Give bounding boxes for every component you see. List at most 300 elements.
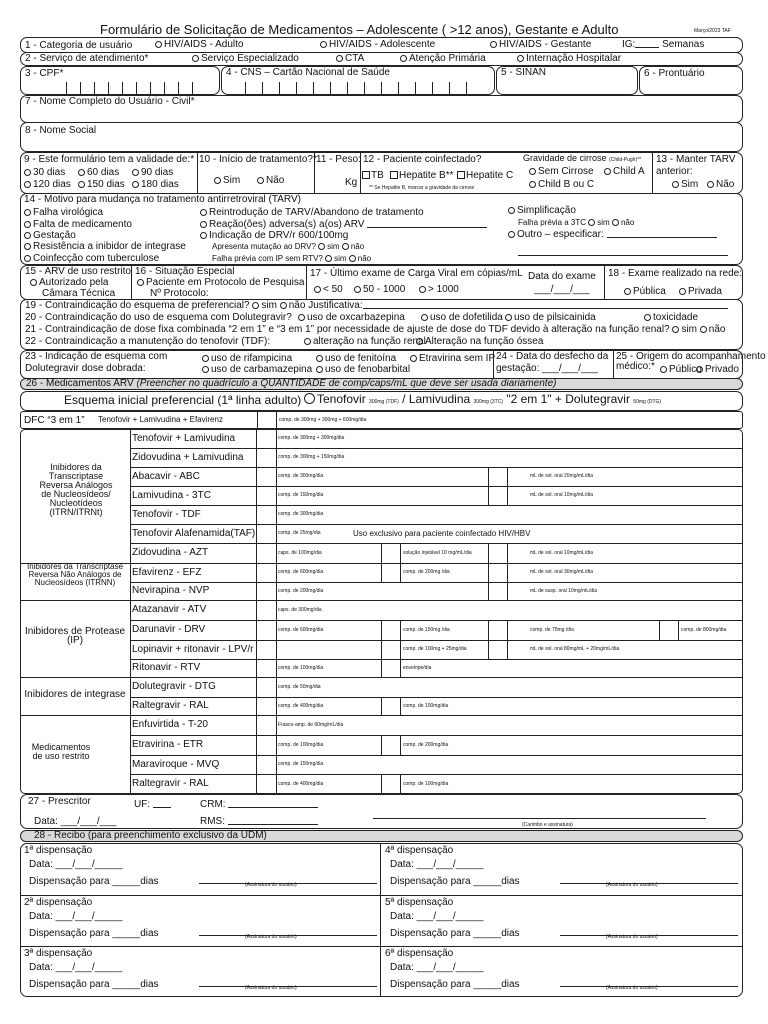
- quantity-input[interactable]: [488, 486, 507, 505]
- servico-atencao-primaria[interactable]: Atenção Primária: [400, 53, 486, 64]
- dispensacao-title: 5ª dispensação: [385, 897, 454, 908]
- dispensacao-dias[interactable]: Dispensação para _____dias: [390, 928, 520, 939]
- c22-renal[interactable]: alteração na função renal: [304, 336, 426, 347]
- dispensacao-data[interactable]: Data: ___/___/_____: [390, 962, 484, 973]
- dose-divider: [507, 563, 508, 582]
- origem-label: 25 - Origem do acompanhamento: [616, 351, 766, 362]
- form-title: Formulário de Solicitação de Medicamentos – Adolescente ( >12 anos), Gestante e Adulto: [100, 22, 619, 37]
- servico-label: 2 - Serviço de atendimento*: [25, 53, 149, 64]
- quantity-input[interactable]: [381, 543, 400, 563]
- motivo-label: 14 - Motivo para mudança no tratamento antirretroviral (TARV): [24, 194, 301, 205]
- radio-icon: [24, 169, 31, 176]
- motivo-coinfeccao-tb[interactable]: Coinfecção com tuberculose: [24, 253, 159, 264]
- categoria-adulto[interactable]: HIV/AIDS - Adulto: [155, 39, 243, 50]
- radio-icon[interactable]: [612, 219, 619, 226]
- quantity-input[interactable]: [488, 640, 507, 659]
- validade-150[interactable]: 150 dias: [78, 179, 125, 190]
- validade-label: 9 - Este formulário tem a validade de:*: [24, 154, 195, 165]
- radio-icon: [200, 221, 207, 228]
- c21-label: 21 - Contraindicação de dose fixa combinada “2 em 1” e “3 em 1” por necessidade de ajuste de dose do TDF devido à alteração na função renal? sim não: [25, 324, 726, 335]
- checkbox-icon: [457, 171, 465, 179]
- quantity-input[interactable]: [488, 582, 507, 600]
- motivo-outro[interactable]: Outro – especificar:: [508, 229, 717, 240]
- qty-divider: [276, 659, 277, 677]
- drug-name: Enfuvirtida - T-20: [132, 719, 208, 730]
- desfecho-gestacao[interactable]: gestação: ___/___/___: [496, 363, 598, 374]
- group-col-divider: [130, 429, 131, 794]
- drug-name: Lamivudina - 3TC: [132, 489, 211, 501]
- radio-icon: [78, 181, 85, 188]
- carga-maior-1000[interactable]: > 1000: [419, 284, 459, 295]
- quantity-input[interactable]: [257, 715, 276, 735]
- quantity-input[interactable]: [381, 620, 400, 640]
- recibo-label: 28 - Recibo (para preenchimento exclusivo da UDM): [34, 830, 267, 841]
- quantity-input[interactable]: [488, 543, 507, 563]
- dispensacao-dias[interactable]: Dispensação para _____dias: [29, 876, 159, 887]
- dispensacao-dias[interactable]: Dispensação para _____dias: [29, 928, 159, 939]
- radio-icon: [137, 279, 144, 286]
- quantity-input[interactable]: [381, 659, 400, 677]
- radio-icon: [132, 181, 139, 188]
- quantity-input[interactable]: [257, 563, 276, 582]
- dispensacao-dias[interactable]: Dispensação para _____dias: [29, 979, 159, 990]
- dispensacao-title: 4ª dispensação: [385, 845, 454, 856]
- quantity-input[interactable]: [381, 774, 400, 794]
- qty-divider: [276, 640, 277, 659]
- validade-90[interactable]: 90 dias: [132, 167, 173, 178]
- radio-icon: [707, 181, 714, 188]
- motivo-indicacao-drv[interactable]: Indicação de DRV/r 600/100mg: [200, 230, 348, 241]
- radio-icon: [410, 355, 417, 362]
- c20-dofetilida[interactable]: uso de dofetilida: [421, 312, 503, 323]
- dose-note: Uso exclusivo para paciente coinfectado HIV/HBV: [353, 528, 531, 538]
- protocolo-pesquisa[interactable]: Paciente em Protocolo de Pesquisa: [137, 277, 304, 288]
- drug-name: Atazanavir - ATV: [132, 604, 207, 615]
- prescritor-box: [20, 794, 743, 829]
- d23-fenobarbital[interactable]: uso de fenobarbital: [316, 364, 410, 375]
- radio-icon: [400, 55, 407, 62]
- rede-privada[interactable]: Privada: [679, 286, 722, 297]
- radio-icon: [624, 288, 631, 295]
- group-restrito: Medicamentos de uso restrito: [31, 742, 91, 761]
- outro-line: [518, 255, 728, 256]
- radio-icon: [24, 232, 31, 239]
- radio-icon[interactable]: [318, 243, 325, 250]
- dose-label: comp. de 600mg/dia: [278, 569, 324, 575]
- motivo-simplificacao[interactable]: Simplificação: [508, 205, 576, 216]
- dose-divider: [400, 563, 401, 582]
- quantity-input[interactable]: [381, 640, 400, 659]
- inicio-nao[interactable]: Não: [257, 175, 284, 186]
- dose-label: solução injetável 10 mg/mL/dia: [403, 549, 472, 556]
- radio-icon[interactable]: [325, 255, 332, 262]
- qty-divider: [276, 697, 277, 715]
- servico-internacao[interactable]: Internação Hospitalar: [517, 53, 621, 64]
- dose-label: comp. de 25mg/dia: [278, 530, 321, 536]
- radio-icon[interactable]: [700, 326, 707, 333]
- row-divider: [130, 467, 743, 468]
- radio-icon: [529, 181, 536, 188]
- prescritor-data[interactable]: Data: ___/___/___: [34, 816, 117, 827]
- radio-icon: [316, 355, 323, 362]
- cirrose-sem[interactable]: Sem Cirrose: [529, 166, 594, 177]
- radio-icon: [132, 169, 139, 176]
- dose-divider: [507, 640, 508, 659]
- quantity-input[interactable]: [257, 582, 276, 600]
- manter-nao[interactable]: Não: [707, 179, 734, 190]
- motivo-reacao[interactable]: Reação(ões) adversa(s) a(os) ARV: [200, 219, 487, 230]
- dose-divider: [400, 640, 401, 659]
- row-divider: [130, 448, 743, 449]
- quantity-input[interactable]: [381, 735, 400, 755]
- radio-icon: [314, 286, 321, 293]
- nome-social-box[interactable]: [20, 122, 743, 152]
- group-itrnn: Inibidores da Transcriptase Reversa Não Análogos de Nucleosídeos (ITRNN): [26, 562, 124, 587]
- assinatura-label: (Assinatura do usuário): [606, 985, 658, 991]
- radio-icon: [320, 41, 327, 48]
- dose-label: comp. de 600mg/dia: [278, 626, 324, 633]
- coinf-hepc[interactable]: Hepatite C: [457, 170, 513, 181]
- carga-50-1000[interactable]: 50 - 1000: [354, 284, 405, 295]
- prescritor-assinatura-line: [373, 818, 706, 819]
- row-divider: [130, 659, 743, 660]
- dose-label: comp. de 100mg + 25mg/dia: [403, 646, 467, 652]
- row-divider: [130, 524, 743, 525]
- drug-name: Lopinavir + ritonavir - LPV/r: [132, 643, 254, 655]
- data-exame-label: Data do exame: [528, 271, 596, 282]
- servico-cta[interactable]: CTA: [336, 53, 364, 64]
- prescritor-label: 27 - Prescritor: [28, 796, 91, 807]
- dispensacao-dias[interactable]: Dispensação para _____dias: [390, 876, 520, 887]
- drug-name: Efavirenz - EFZ: [132, 566, 202, 578]
- origem-medico: médico:*: [616, 361, 655, 372]
- quantity-input[interactable]: [659, 620, 678, 640]
- dose-label: comp. de 100mg/dia: [278, 664, 324, 671]
- row-divider: [130, 486, 743, 487]
- drug-name: Nevirapina - NVP: [132, 585, 210, 596]
- qty-divider: [276, 755, 277, 774]
- prescritor-crm[interactable]: CRM:: [200, 799, 318, 810]
- qty-divider: [276, 620, 277, 640]
- quantity-input[interactable]: [257, 467, 276, 486]
- c19-label: 19 - Contraindicação do esquema de preferencial? sim não Justificativa:: [25, 300, 728, 311]
- quantity-input[interactable]: [257, 448, 276, 467]
- quantity-input[interactable]: [257, 755, 276, 774]
- origem-publico[interactable]: Público: [660, 364, 702, 375]
- radio-icon[interactable]: [588, 219, 595, 226]
- dose-divider: [507, 543, 508, 563]
- validade-180[interactable]: 180 dias: [132, 179, 179, 190]
- dfc-qty[interactable]: [257, 411, 277, 429]
- assinatura-line: [560, 883, 738, 884]
- origem-privado[interactable]: Privado: [696, 364, 739, 375]
- quantity-input[interactable]: [257, 774, 276, 794]
- d23-label: 23 - Indicação de esquema com: [25, 351, 168, 362]
- assinatura-line: [199, 935, 377, 936]
- dose-label: comp. de 200mg/dia: [403, 741, 449, 748]
- dispensacao-data[interactable]: Data: ___/___/_____: [29, 911, 123, 922]
- quantity-input[interactable]: [381, 697, 400, 715]
- quantity-input[interactable]: [257, 524, 276, 543]
- quantity-input[interactable]: [488, 563, 507, 582]
- dose-divider: [507, 620, 508, 640]
- dispensacao-data[interactable]: Data: ___/___/_____: [29, 962, 123, 973]
- dose-label: envelope/dia: [403, 664, 432, 671]
- radio-icon: [24, 255, 31, 262]
- drug-name: Tenofovir - TDF: [132, 508, 201, 520]
- row-divider: [130, 582, 743, 583]
- dose-label: caps. de 300mg/dia: [278, 606, 322, 613]
- quantity-input[interactable]: [257, 677, 276, 697]
- row-divider: [130, 755, 743, 756]
- quantity-input[interactable]: [257, 600, 276, 620]
- categoria-adolescente[interactable]: HIV/AIDS - Adolescente: [320, 39, 435, 50]
- validade-60[interactable]: 60 dias: [78, 167, 119, 178]
- quantity-input[interactable]: [257, 697, 276, 715]
- radio-icon: [257, 177, 264, 184]
- assinatura-line: [199, 986, 377, 987]
- radio-icon: [24, 221, 31, 228]
- drug-name: Etravirina - ETR: [132, 739, 204, 750]
- quantity-input[interactable]: [257, 640, 276, 659]
- assinatura-label: (Assinatura do usuário): [606, 882, 658, 888]
- dose-label: comp. de 100mg/dia: [278, 741, 324, 748]
- radio-icon[interactable]: [252, 302, 259, 309]
- radio-icon[interactable]: [280, 302, 287, 309]
- coinf-note: ** Se Hepatite B, marcar a gravidade da cirrose: [369, 185, 475, 191]
- dose-label: mL de susp. oral 10mg/mL/dia: [530, 587, 598, 594]
- drug-name: Raltegravir - RAL: [132, 778, 209, 789]
- drug-name: Ritonavir - RTV: [132, 662, 201, 673]
- sinan-label: 5 - SINAN: [501, 67, 547, 78]
- radio-icon: [644, 314, 651, 321]
- dose-label: comp. de 50mg/dia: [278, 683, 321, 690]
- servico-especializado[interactable]: Serviço Especializado: [192, 53, 299, 64]
- coinf-hepb[interactable]: Hepatite B**: [390, 170, 453, 181]
- radio-icon[interactable]: [672, 326, 679, 333]
- quantity-input[interactable]: [257, 735, 276, 755]
- motivo-falha-virologica[interactable]: Falha virológica: [24, 207, 103, 218]
- dose-label: comp. de 300mg + 300mg/dia: [278, 435, 345, 441]
- row-divider: [130, 697, 743, 698]
- prontuario-label: 6 - Prontuário: [644, 68, 705, 79]
- radio-icon: [24, 181, 31, 188]
- coinfectado-label: 12 - Paciente coinfectado?: [363, 154, 482, 165]
- cirrose-child-bc[interactable]: Child B ou C: [529, 179, 594, 190]
- dispensacao-dias[interactable]: Dispensação para _____dias: [390, 979, 520, 990]
- radio-icon: [416, 338, 423, 345]
- manter-sim[interactable]: Sim: [672, 179, 698, 190]
- dose-divider: [400, 774, 401, 794]
- radio-icon: [200, 232, 207, 239]
- quantity-input[interactable]: [257, 505, 276, 524]
- radio-icon: [354, 286, 361, 293]
- radio-icon: [200, 209, 207, 216]
- quantity-input[interactable]: [257, 429, 276, 448]
- d23-rifampicina[interactable]: uso de rifampicina: [202, 353, 292, 364]
- d23-etravirina[interactable]: Etravirina sem IP: [410, 353, 495, 364]
- rede-publica[interactable]: Pública: [624, 286, 666, 297]
- dose-label: comp. de 300mg/dia: [278, 473, 324, 479]
- inicio-label: 10 - Início de tratamento?*: [199, 154, 317, 165]
- dose-label: mL de sol. oral 30mg/mL/dia: [530, 569, 593, 575]
- radio-icon: [508, 207, 515, 214]
- dose-label: comp. de 200mg /dia: [403, 569, 450, 575]
- falha-ip-rtv: Falha prévia com IP sem RTV? sim não: [212, 254, 372, 263]
- radio-icon: [155, 41, 162, 48]
- assinatura-line: [560, 935, 738, 936]
- dispensacao-data[interactable]: Data: ___/___/_____: [29, 859, 123, 870]
- qty-divider: [276, 677, 277, 697]
- drug-name: Tenofovir + Lamivudina: [132, 432, 236, 444]
- drug-name: Tenofovir Alafenamida(TAF): [132, 527, 256, 539]
- radio-icon: [202, 355, 209, 362]
- radio-icon[interactable]: [342, 243, 349, 250]
- dispensacao-title: 2ª dispensação: [24, 897, 93, 908]
- d23-fenitoina[interactable]: uso de fenitoína: [316, 353, 396, 364]
- desfecho-label: 24 - Data do desfecho da: [496, 351, 609, 362]
- dispensacao-data[interactable]: Data: ___/___/_____: [390, 911, 484, 922]
- qty-divider: [276, 486, 277, 505]
- row-divider: [130, 774, 743, 775]
- assinatura-label: (Assinatura do usuário): [245, 934, 297, 940]
- dispensacao-title: 1ª dispensação: [24, 845, 93, 856]
- ig-field[interactable]: IG: Semanas: [622, 39, 705, 50]
- nome-social-label: 8 - Nome Social: [25, 125, 97, 136]
- autorizado-camara[interactable]: Autorizado pela: [30, 277, 109, 288]
- prescritor-carimbo: (Carimbo e assinatura): [522, 822, 573, 828]
- quantity-input[interactable]: [381, 563, 400, 582]
- radio-icon[interactable]: [349, 255, 356, 262]
- c20-pilsicainida[interactable]: uso de pilsicainida: [505, 312, 596, 323]
- situacao-label: 16 - Situação Especial: [135, 266, 235, 277]
- rede-label: 18 - Exame realizado na rede:: [608, 268, 742, 279]
- camara-tecnica: Câmara Técnica: [42, 288, 116, 299]
- dose-divider: [507, 467, 508, 486]
- falha-3tc: Falha prévia a 3TC sim não: [518, 218, 635, 227]
- assinatura-label: (Assinatura do usuário): [245, 985, 297, 991]
- row-divider: [130, 620, 743, 621]
- radio-icon: [508, 231, 515, 238]
- quantity-input[interactable]: [488, 620, 507, 640]
- d23-carbamazepina[interactable]: uso de carbamazepina: [202, 364, 312, 375]
- quantity-input[interactable]: [488, 467, 507, 486]
- checkbox-icon: [390, 171, 398, 179]
- row-divider: [130, 543, 743, 544]
- qty-divider: [276, 448, 277, 467]
- radio-icon: [316, 366, 323, 373]
- categoria-label: 1 - Categoria de usuário: [25, 40, 133, 51]
- quantity-input[interactable]: [257, 543, 276, 563]
- carga-menor-50[interactable]: < 50: [314, 284, 343, 295]
- checkbox-icon: [362, 171, 370, 179]
- cirrose-label: Gravidade de cirrose (Child-Pugh)**: [523, 153, 642, 163]
- peso-label: 11 - Peso:: [316, 154, 361, 165]
- dose-label: comp. de 300mg/dia: [278, 511, 324, 517]
- qty-divider: [276, 467, 277, 486]
- assinatura-label: (Assinatura do usuário): [245, 882, 297, 888]
- radio-icon: [505, 314, 512, 321]
- drug-name: Raltegravir - RAL: [132, 700, 209, 711]
- dose-label: comp. de 300mg + 150mg/dia: [278, 454, 345, 460]
- dose-label: comp. de 400mg/dia: [278, 780, 324, 787]
- data-exame-field[interactable]: ___/___/___: [534, 284, 590, 295]
- coinf-tb[interactable]: TB: [362, 170, 384, 181]
- qty-divider: [276, 563, 277, 582]
- radio-icon: [336, 55, 343, 62]
- nome-civil-label: 7 - Nome Completo do Usuário - Civil*: [25, 96, 195, 107]
- quantity-input[interactable]: [257, 620, 276, 640]
- radio-icon: [30, 279, 37, 286]
- dose-label: comp. de 200mg/dia: [278, 587, 324, 594]
- radio-icon: [24, 209, 31, 216]
- dose-divider: [400, 543, 401, 563]
- inicio-sim[interactable]: Sim: [214, 175, 240, 186]
- group-integrase: Inibidores de integrase: [24, 689, 126, 700]
- esquema-inicial-text: Esquema inicial preferencial (1ª linha adulto): [64, 393, 302, 407]
- dispensacao-title: 6ª dispensação: [385, 948, 454, 959]
- drug-name: Darunavir - DRV: [132, 624, 206, 635]
- validade-30[interactable]: 30 dias: [24, 167, 65, 178]
- dose-label: comp. de 100mg/dia: [403, 702, 449, 709]
- c20-oxcarbazepina[interactable]: uso de oxcarbazepina: [298, 312, 405, 323]
- qty-divider: [276, 735, 277, 755]
- quantity-input[interactable]: [257, 486, 276, 505]
- numero-protocolo: Nº Protocolo:: [150, 288, 209, 299]
- dose-divider: [507, 582, 508, 600]
- quantity-input[interactable]: [257, 659, 276, 677]
- qty-divider: [276, 715, 277, 735]
- qty-divider: [276, 505, 277, 524]
- manter-label: 13 - Manter TARV: [656, 154, 736, 165]
- radio-icon: [517, 55, 524, 62]
- radio-icon: [679, 288, 686, 295]
- row-divider: [130, 505, 743, 506]
- esquema-opcao[interactable]: Tenofovir 300mg (TDF) / Lamivudina 300mg (3TC) "2 em 1" + Dolutegravir 50mg (DTG): [304, 392, 661, 406]
- radio-icon: [192, 55, 199, 62]
- prescritor-uf[interactable]: UF:: [134, 799, 171, 810]
- group-itrn: Inibidores da Transcriptase Reversa Análogos de Nucleosídeos/ Nucleotídeos (ITRN/ITRNt): [39, 462, 113, 517]
- drug-name: Abacavir - ABC: [132, 470, 200, 482]
- row-divider: [130, 640, 743, 641]
- dose-label: mL de sol. oral 80mg/mL + 20mg/mL/dia: [530, 646, 620, 652]
- dispensacao-data[interactable]: Data: ___/___/_____: [390, 859, 484, 870]
- prescritor-rms[interactable]: RMS:: [200, 816, 318, 827]
- categoria-gestante[interactable]: HIV/AIDS - Gestante: [490, 39, 591, 50]
- dose-label: mL de sol. oral 20mg/mL/dia: [530, 473, 593, 479]
- form-version: Março/2023 TAF: [694, 28, 731, 34]
- qty-divider: [276, 774, 277, 794]
- motivo-reintroducao[interactable]: Reintrodução de TARV/Abandono de tratamento: [200, 207, 424, 218]
- validade-120[interactable]: 120 dias: [24, 179, 71, 190]
- manter-anterior: anterior:: [656, 166, 693, 177]
- motivo-gestacao[interactable]: Gestação: [24, 230, 76, 241]
- c20-toxicidade[interactable]: toxicidade: [644, 312, 698, 323]
- dose-label: comp. de 800mg/dia: [681, 626, 727, 633]
- drug-name: Maraviroque - MVQ: [132, 758, 220, 770]
- dose-divider: [678, 620, 679, 640]
- motivo-resistencia[interactable]: Resistência a inibidor de integrase: [24, 241, 186, 252]
- arv-restrito-label: 15 - ARV de uso restrito: [25, 266, 131, 277]
- qty-divider: [276, 582, 277, 600]
- medicamentos-label: 26 - Medicamentos ARV (Preencher no quadrículo a QUANTIDADE de comp/caps/mL que deve ser usada diariamente): [26, 378, 557, 389]
- motivo-falta-medicamento[interactable]: Falta de medicamento: [24, 219, 132, 230]
- dose-label: Frasco-amp. de 90mg/mL/dia: [278, 721, 344, 728]
- d23-label2: Dolutegravir dose dobrada:: [25, 363, 146, 374]
- cirrose-child-a[interactable]: Child A: [604, 166, 645, 177]
- dose-label: comp. de 150mg/dia: [278, 761, 324, 767]
- c22-ossea[interactable]: Alteração na função óssea: [416, 336, 543, 347]
